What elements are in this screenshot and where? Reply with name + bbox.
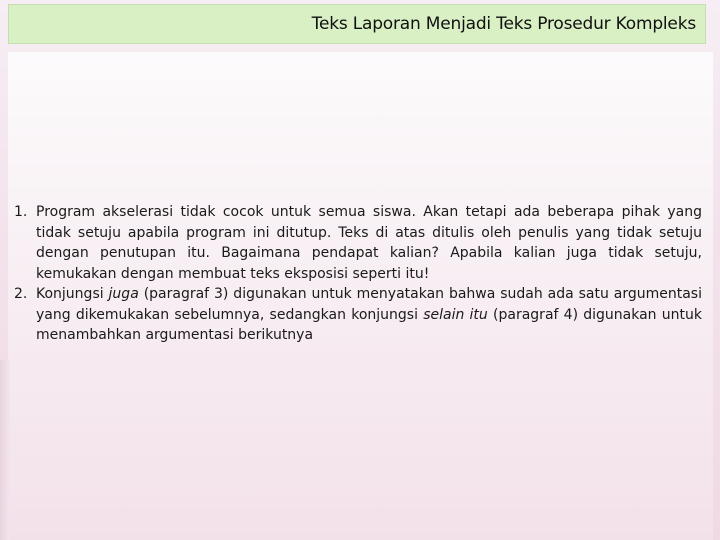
list-item-text-part1: Konjungsi bbox=[36, 286, 109, 302]
slide-title: Teks Laporan Menjadi Teks Prosedur Kompleks bbox=[311, 14, 696, 34]
left-decoration bbox=[0, 360, 10, 540]
list-item-text: Program akselerasi tidak cocok untuk semua siswa. Akan tetapi ada beberapa pihak yang tidak setuju apabila program ini ditutup. Teks di atas ditulis oleh penulis yang tidak setuju dengan penutupan itu. Bagaimana pendapat kalian? Apabila kalian juga tidak setuju, kemukakan dengan membuat teks eksposisi seperti itu! bbox=[36, 204, 702, 282]
list-item-text-part2: (paragraf 3) digunakan untuk menyatakan bahwa sudah ada satu argumentasi yang dikemukakan sebelumnya, sedangkan konjungsi bbox=[36, 286, 702, 323]
italic-term-juga: juga bbox=[108, 286, 139, 302]
list-item-text-part3: (paragraf 4) digunakan untuk menambahkan argumentasi berikutnya bbox=[36, 306, 702, 343]
list-item bbox=[14, 202, 702, 284]
list-number: 2. bbox=[14, 286, 28, 302]
italic-term-selain-itu: selain itu bbox=[423, 306, 488, 323]
list-item bbox=[14, 284, 702, 346]
numbered-list bbox=[14, 202, 702, 346]
list-number: 1. bbox=[14, 204, 28, 220]
title-bar bbox=[8, 4, 706, 44]
